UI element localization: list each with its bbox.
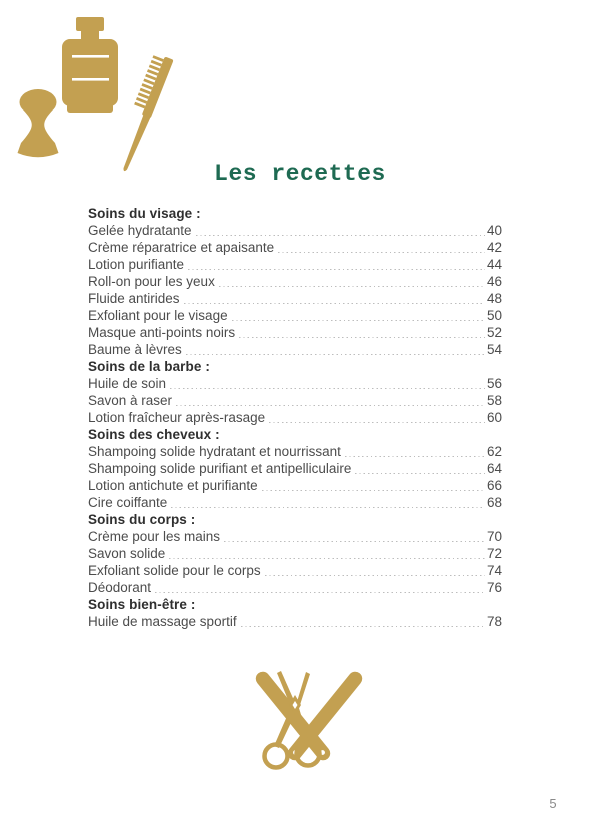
toc-entry	[88, 460, 502, 477]
comb-icon	[110, 52, 174, 173]
toc-entry-label: Lotion purifiante	[88, 257, 185, 272]
dotted-leader	[184, 303, 485, 305]
toc-entry-page: 42	[486, 240, 502, 255]
toc-entry-page: 70	[486, 529, 502, 544]
toc-entry-page: 72	[486, 546, 502, 561]
toc-entry-label: Gelée hydratante	[88, 223, 192, 238]
toc-entry	[88, 409, 502, 426]
bottle-icon	[62, 17, 118, 113]
toc-entry-page: 62	[486, 444, 502, 459]
dotted-leader	[176, 405, 485, 407]
grooming-kit-illustration	[10, 10, 190, 180]
dotted-leader	[219, 286, 485, 288]
dotted-leader	[155, 592, 485, 594]
toc-entry	[88, 392, 502, 409]
toc-section-header: Soins bien-être :	[88, 597, 196, 612]
table-of-contents	[88, 205, 502, 630]
toc-entry-label: Huile de massage sportif	[88, 614, 237, 629]
toc-entry-label: Cire coiffante	[88, 495, 168, 510]
dotted-leader	[239, 337, 485, 339]
toc-entry-page: 58	[486, 393, 502, 408]
dotted-leader	[169, 558, 485, 560]
toc-entry-page: 74	[486, 563, 502, 578]
toc-entry-page: 68	[486, 495, 502, 510]
toc-entry	[88, 273, 502, 290]
toc-entry	[88, 239, 502, 256]
dotted-leader	[171, 507, 485, 509]
toc-entry	[88, 341, 502, 358]
toc-entry-label: Huile de soin	[88, 376, 167, 391]
toc-entry-label: Lotion fraîcheur après-rasage	[88, 410, 266, 425]
toc-entry-label: Savon à raser	[88, 393, 173, 408]
toc-entry-label: Crème réparatrice et apaisante	[88, 240, 275, 255]
toc-entry-page: 56	[486, 376, 502, 391]
toc-entry-page: 50	[486, 308, 502, 323]
toc-entry	[88, 443, 502, 460]
toc-entry-page: 40	[486, 223, 502, 238]
toc-entry	[88, 494, 502, 511]
dotted-leader	[188, 269, 485, 271]
toc-entry-page: 46	[486, 274, 502, 289]
scissors-razors-emblem	[227, 661, 391, 801]
page-number: 5	[549, 796, 557, 811]
dotted-leader	[262, 490, 485, 492]
toc-entry-label: Masque anti-points noirs	[88, 325, 236, 340]
shaving-brush-icon	[18, 89, 59, 157]
toc-entry	[88, 579, 502, 596]
toc-section-header: Soins du corps :	[88, 512, 196, 527]
dotted-leader	[232, 320, 485, 322]
toc-entry-page: 52	[486, 325, 502, 340]
toc-entry	[88, 528, 502, 545]
toc-entry-label: Crème pour les mains	[88, 529, 221, 544]
toc-entry-label: Lotion antichute et purifiante	[88, 478, 258, 493]
dotted-leader	[186, 354, 485, 356]
toc-entry	[88, 375, 502, 392]
dotted-leader	[224, 541, 485, 543]
toc-entry	[88, 290, 502, 307]
toc-entry-page: 60	[486, 410, 502, 425]
toc-section-header: Soins des cheveux :	[88, 427, 220, 442]
toc-entry	[88, 256, 502, 273]
dotted-leader	[355, 473, 485, 475]
toc-entry-page: 54	[486, 342, 502, 357]
toc-entry	[88, 222, 502, 239]
toc-entry-page: 48	[486, 291, 502, 306]
toc-entry-label: Shampoing solide hydratant et nourrissant	[88, 444, 341, 459]
toc-entry-label: Déodorant	[88, 580, 152, 595]
dotted-leader	[269, 422, 485, 424]
toc-entry	[88, 324, 502, 341]
page-title: Les recettes	[214, 161, 386, 187]
toc-section-header: Soins de la barbe :	[88, 359, 210, 374]
dotted-leader	[265, 575, 485, 577]
toc-entry-page: 44	[486, 257, 502, 272]
toc-entry-page: 78	[486, 614, 502, 629]
dotted-leader	[170, 388, 485, 390]
toc-entry	[88, 562, 502, 579]
toc-entry	[88, 545, 502, 562]
toc-entry-label: Savon solide	[88, 546, 166, 561]
toc-entry-label: Exfoliant pour le visage	[88, 308, 228, 323]
dotted-leader	[241, 626, 485, 628]
toc-entry-label: Shampoing solide purifiant et antipelliculaire	[88, 461, 352, 476]
toc-entry-label: Exfoliant solide pour le corps	[88, 563, 261, 578]
toc-entry-label: Baume à lèvres	[88, 342, 182, 357]
dotted-leader	[196, 235, 485, 237]
toc-entry-page: 66	[486, 478, 502, 493]
toc-entry-page: 76	[486, 580, 502, 595]
toc-section-header: Soins du visage :	[88, 206, 201, 221]
toc-entry	[88, 477, 502, 494]
dotted-leader	[345, 456, 485, 458]
toc-entry	[88, 307, 502, 324]
toc-entry-label: Fluide antirides	[88, 291, 180, 306]
toc-entry-label: Roll-on pour les yeux	[88, 274, 215, 289]
dotted-leader	[278, 252, 485, 254]
toc-entry	[88, 613, 502, 630]
toc-entry-page: 64	[486, 461, 502, 476]
